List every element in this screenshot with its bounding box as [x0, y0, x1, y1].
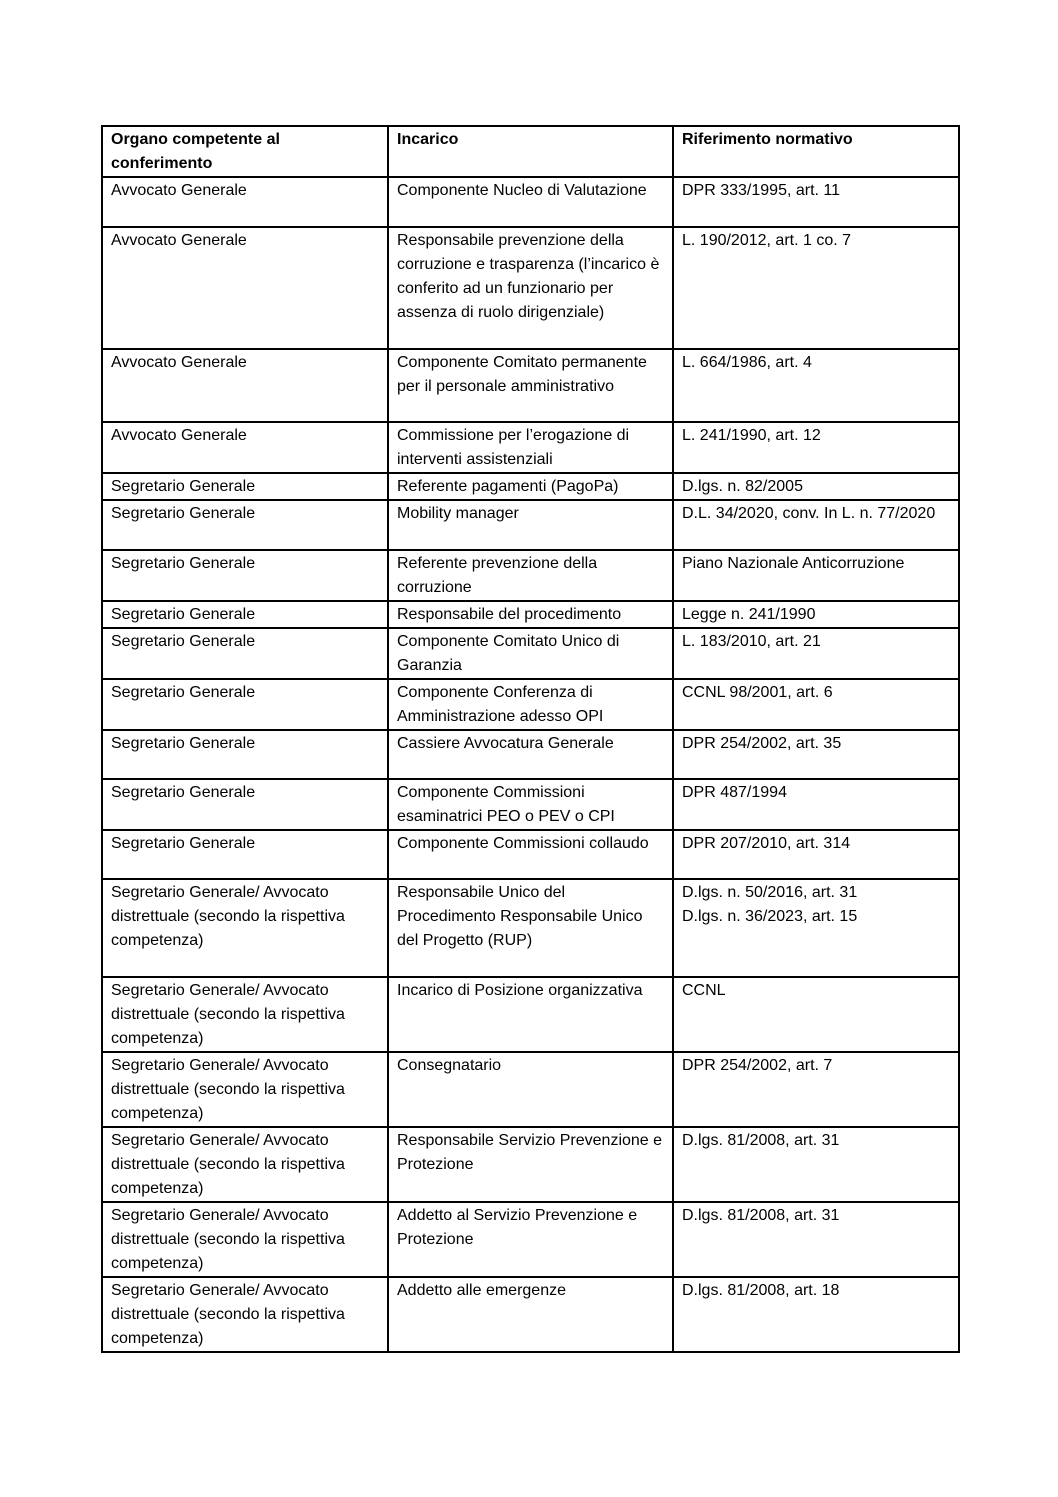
cell-organo: Avvocato Generale	[102, 227, 388, 349]
riferimento-line: DPR 254/2002, art. 35	[682, 735, 842, 752]
table-row	[102, 601, 959, 628]
cell-riferimento	[673, 779, 959, 830]
riferimento-line: D.lgs. 81/2008, art. 31	[682, 1207, 840, 1224]
cell-incarico: Componente Conferenza di Amministrazione adesso OPI	[388, 679, 673, 730]
header-organo: Organo competente al conferimento	[102, 126, 388, 177]
riferimento-line: D.lgs. n. 82/2005	[682, 478, 803, 495]
cell-incarico: Incarico di Posizione organizzativa	[388, 977, 673, 1052]
riferimento-line: L. 183/2010, art. 21	[682, 633, 821, 650]
cell-organo: Segretario Generale	[102, 830, 388, 879]
cell-riferimento	[673, 1202, 959, 1277]
cell-incarico: Componente Commissioni esaminatrici PEO o PEV o CPI	[388, 779, 673, 830]
riferimento-line: L. 241/1990, art. 12	[682, 427, 821, 444]
cell-riferimento	[673, 227, 959, 349]
riferimento-line: CCNL	[682, 982, 726, 999]
cell-riferimento	[673, 1277, 959, 1352]
cell-riferimento	[673, 550, 959, 601]
table-row	[102, 879, 959, 977]
cell-organo: Avvocato Generale	[102, 177, 388, 227]
cell-organo: Segretario Generale	[102, 679, 388, 730]
table-row	[102, 500, 959, 550]
cell-incarico: Addetto al Servizio Prevenzione e Protezione	[388, 1202, 673, 1277]
cell-riferimento	[673, 679, 959, 730]
cell-riferimento	[673, 977, 959, 1052]
riferimento-line: D.lgs. 81/2008, art. 31	[682, 1132, 840, 1149]
header-riferimento: Riferimento normativo	[673, 126, 959, 177]
table-row	[102, 227, 959, 349]
cell-riferimento	[673, 730, 959, 779]
header-incarico: Incarico	[388, 126, 673, 177]
cell-organo: Segretario Generale	[102, 473, 388, 500]
cell-riferimento	[673, 1052, 959, 1127]
table-row	[102, 1202, 959, 1277]
riferimento-line: DPR 333/1995, art. 11	[682, 182, 841, 199]
cell-organo: Segretario Generale/ Avvocato distrettuale (secondo la rispettiva competenza)	[102, 1127, 388, 1202]
riferimento-line: D.L. 34/2020, conv. In L. n. 77/2020	[682, 505, 936, 522]
table-row	[102, 628, 959, 679]
table-row	[102, 177, 959, 227]
cell-organo: Avvocato Generale	[102, 422, 388, 473]
cell-riferimento	[673, 473, 959, 500]
table-row	[102, 977, 959, 1052]
riferimento-line: CCNL 98/2001, art. 6	[682, 684, 833, 701]
table-row	[102, 1127, 959, 1202]
cell-organo: Segretario Generale	[102, 601, 388, 628]
riferimento-line: Legge n. 241/1990	[682, 606, 816, 623]
riferimento-line: DPR 207/2010, art. 314	[682, 835, 851, 852]
incarichi-table	[101, 125, 960, 1353]
riferimento-line: D.lgs. 81/2008, art. 18	[682, 1282, 840, 1299]
cell-organo: Segretario Generale/ Avvocato distrettuale (secondo la rispettiva competenza)	[102, 1277, 388, 1352]
cell-riferimento	[673, 601, 959, 628]
cell-incarico: Responsabile del procedimento	[388, 601, 673, 628]
cell-incarico: Componente Nucleo di Valutazione	[388, 177, 673, 227]
cell-organo: Segretario Generale	[102, 628, 388, 679]
table-body	[102, 177, 959, 1352]
cell-incarico: Componente Commissioni collaudo	[388, 830, 673, 879]
riferimento-line: L. 190/2012, art. 1 co. 7	[682, 232, 852, 249]
table-row	[102, 730, 959, 779]
riferimento-line: D.lgs. n. 36/2023, art. 15	[682, 908, 858, 925]
header-row	[102, 126, 959, 177]
cell-riferimento	[673, 500, 959, 550]
table-row	[102, 473, 959, 500]
cell-organo: Segretario Generale/ Avvocato distrettuale (secondo la rispettiva competenza)	[102, 879, 388, 977]
table-row	[102, 779, 959, 830]
cell-riferimento	[673, 879, 959, 977]
cell-organo: Segretario Generale	[102, 779, 388, 830]
cell-riferimento	[673, 830, 959, 879]
riferimento-line: L. 664/1986, art. 4	[682, 354, 812, 371]
table-row	[102, 830, 959, 879]
table-row	[102, 349, 959, 422]
riferimento-line: DPR 487/1994	[682, 784, 787, 801]
cell-organo: Segretario Generale/ Avvocato distrettuale (secondo la rispettiva competenza)	[102, 1052, 388, 1127]
cell-incarico: Commissione per l’erogazione di interventi assistenziali	[388, 422, 673, 473]
table-row	[102, 1052, 959, 1127]
table-row	[102, 1277, 959, 1352]
cell-organo: Segretario Generale/ Avvocato distrettuale (secondo la rispettiva competenza)	[102, 977, 388, 1052]
cell-incarico: Responsabile Servizio Prevenzione e Protezione	[388, 1127, 673, 1202]
cell-incarico: Referente pagamenti (PagoPa)	[388, 473, 673, 500]
cell-incarico: Consegnatario	[388, 1052, 673, 1127]
cell-organo: Segretario Generale/ Avvocato distrettuale (secondo la rispettiva competenza)	[102, 1202, 388, 1277]
cell-incarico: Componente Comitato Unico di Garanzia	[388, 628, 673, 679]
cell-riferimento	[673, 177, 959, 227]
table-row	[102, 422, 959, 473]
table-header	[102, 126, 959, 177]
cell-organo: Avvocato Generale	[102, 349, 388, 422]
table-row	[102, 550, 959, 601]
cell-incarico: Componente Comitato permanente per il personale amministrativo	[388, 349, 673, 422]
cell-incarico: Responsabile Unico del Procedimento Responsabile Unico del Progetto (RUP)	[388, 879, 673, 977]
cell-incarico: Cassiere Avvocatura Generale	[388, 730, 673, 779]
cell-riferimento	[673, 422, 959, 473]
cell-riferimento	[673, 628, 959, 679]
cell-riferimento	[673, 349, 959, 422]
riferimento-line: Piano Nazionale Anticorruzione	[682, 555, 905, 572]
cell-organo: Segretario Generale	[102, 500, 388, 550]
table-row	[102, 679, 959, 730]
cell-organo: Segretario Generale	[102, 550, 388, 601]
cell-incarico: Mobility manager	[388, 500, 673, 550]
cell-organo: Segretario Generale	[102, 730, 388, 779]
cell-incarico: Responsabile prevenzione della corruzione e trasparenza (l’incarico è conferito ad un funzionario per assenza di ruolo dirigenziale)	[388, 227, 673, 349]
riferimento-line: DPR 254/2002, art. 7	[682, 1057, 833, 1074]
riferimento-line: D.lgs. n. 50/2016, art. 31	[682, 884, 858, 901]
cell-riferimento	[673, 1127, 959, 1202]
cell-incarico: Addetto alle emergenze	[388, 1277, 673, 1352]
cell-incarico: Referente prevenzione della corruzione	[388, 550, 673, 601]
